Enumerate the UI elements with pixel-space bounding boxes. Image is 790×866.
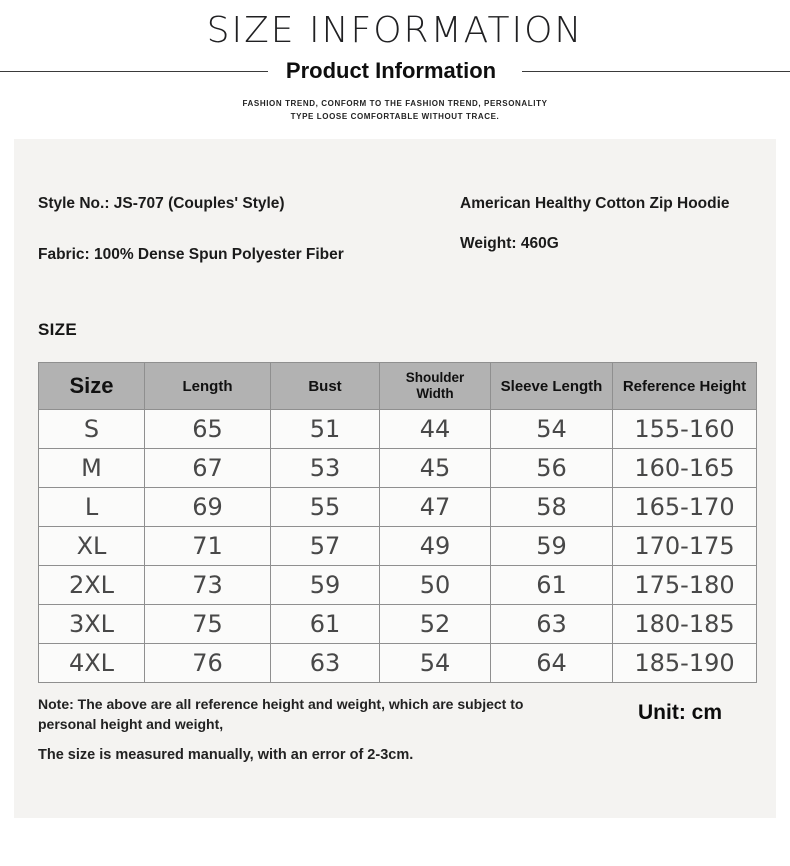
header-shoulder-width: Shoulder Width (380, 363, 491, 410)
table-row (39, 410, 757, 449)
size-section-heading: SIZE (38, 320, 77, 339)
tagline-line-1: FASHION TREND, CONFORM TO THE FASHION TREND, PERSONALITY (242, 99, 548, 108)
measurement-cell: 57 (271, 527, 380, 566)
measurement-cell: 50 (380, 566, 491, 605)
measurement-cell: 59 (491, 527, 613, 566)
measurement-cell: 44 (380, 410, 491, 449)
left-divider-line (0, 71, 268, 72)
measurement-cell: 63 (491, 605, 613, 644)
measurement-cell: 61 (491, 566, 613, 605)
measurement-cell: 53 (271, 449, 380, 488)
measurement-cell: 65 (145, 410, 271, 449)
measurement-cell: 185-190 (613, 644, 757, 683)
measurement-cell: 52 (380, 605, 491, 644)
measurement-cell: 54 (491, 410, 613, 449)
product-information-subtitle: Product Information (285, 58, 497, 83)
measurement-cell: 51 (271, 410, 380, 449)
measurement-cell: 45 (380, 449, 491, 488)
notes-block (38, 695, 578, 765)
measurement-cell: 47 (380, 488, 491, 527)
table-row (39, 605, 757, 644)
measurement-cell: 67 (145, 449, 271, 488)
tagline-line-2: TYPE LOOSE COMFORTABLE WITHOUT TRACE. (290, 112, 500, 121)
size-table (38, 362, 757, 683)
note-line-1: Note: The above are all reference height and weight, which are subject to personal height and weight, (38, 696, 524, 732)
unit-label: Unit: cm (638, 701, 722, 724)
product-details (38, 195, 756, 264)
size-label-cell: 3XL (39, 605, 145, 644)
fabric-text: Fabric: 100% Dense Spun Polyester Fiber (38, 246, 344, 263)
product-info-card (14, 139, 776, 818)
header-row (39, 363, 757, 410)
header-reference-height: Reference Height (613, 363, 757, 410)
weight-text: Weight: 460G (460, 235, 559, 252)
measurement-cell: 155-160 (613, 410, 757, 449)
subtitle-row (0, 58, 790, 84)
measurement-cell: 180-185 (613, 605, 757, 644)
header-length: Length (145, 363, 271, 410)
size-table-header (39, 363, 757, 410)
measurement-cell: 165-170 (613, 488, 757, 527)
measurement-cell: 71 (145, 527, 271, 566)
size-label-cell: L (39, 488, 145, 527)
measurement-cell: 64 (491, 644, 613, 683)
measurement-cell: 49 (380, 527, 491, 566)
page-header (0, 0, 790, 139)
measurement-cell: 160-165 (613, 449, 757, 488)
table-row (39, 566, 757, 605)
measurement-cell: 59 (271, 566, 380, 605)
size-label-cell: M (39, 449, 145, 488)
size-label-cell: S (39, 410, 145, 449)
measurement-cell: 58 (491, 488, 613, 527)
measurement-cell: 56 (491, 449, 613, 488)
tagline (0, 97, 790, 123)
measurement-cell: 54 (380, 644, 491, 683)
right-divider-line (522, 71, 790, 72)
table-footer (38, 695, 756, 765)
header-bust: Bust (271, 363, 380, 410)
measurement-cell: 69 (145, 488, 271, 527)
header-size: Size (39, 363, 145, 410)
measurement-cell: 63 (271, 644, 380, 683)
measurement-cell: 76 (145, 644, 271, 683)
page-title: SIZE INFORMATION (206, 10, 584, 51)
size-label-cell: XL (39, 527, 145, 566)
table-row (39, 488, 757, 527)
measurement-cell: 55 (271, 488, 380, 527)
measurement-cell: 61 (271, 605, 380, 644)
table-row (39, 527, 757, 566)
size-label-cell: 2XL (39, 566, 145, 605)
size-table-body (39, 410, 757, 683)
size-label-cell: 4XL (39, 644, 145, 683)
table-row (39, 449, 757, 488)
measurement-cell: 175-180 (613, 566, 757, 605)
measurement-cell: 75 (145, 605, 271, 644)
note-line-2: The size is measured manually, with an error of 2-3cm. (38, 747, 414, 764)
style-number-text: Style No.: JS-707 (Couples' Style) (38, 195, 285, 212)
table-row (39, 644, 757, 683)
measurement-cell: 170-175 (613, 527, 757, 566)
header-sleeve-length: Sleeve Length (491, 363, 613, 410)
measurement-cell: 73 (145, 566, 271, 605)
product-name-text: American Healthy Cotton Zip Hoodie (460, 195, 730, 212)
